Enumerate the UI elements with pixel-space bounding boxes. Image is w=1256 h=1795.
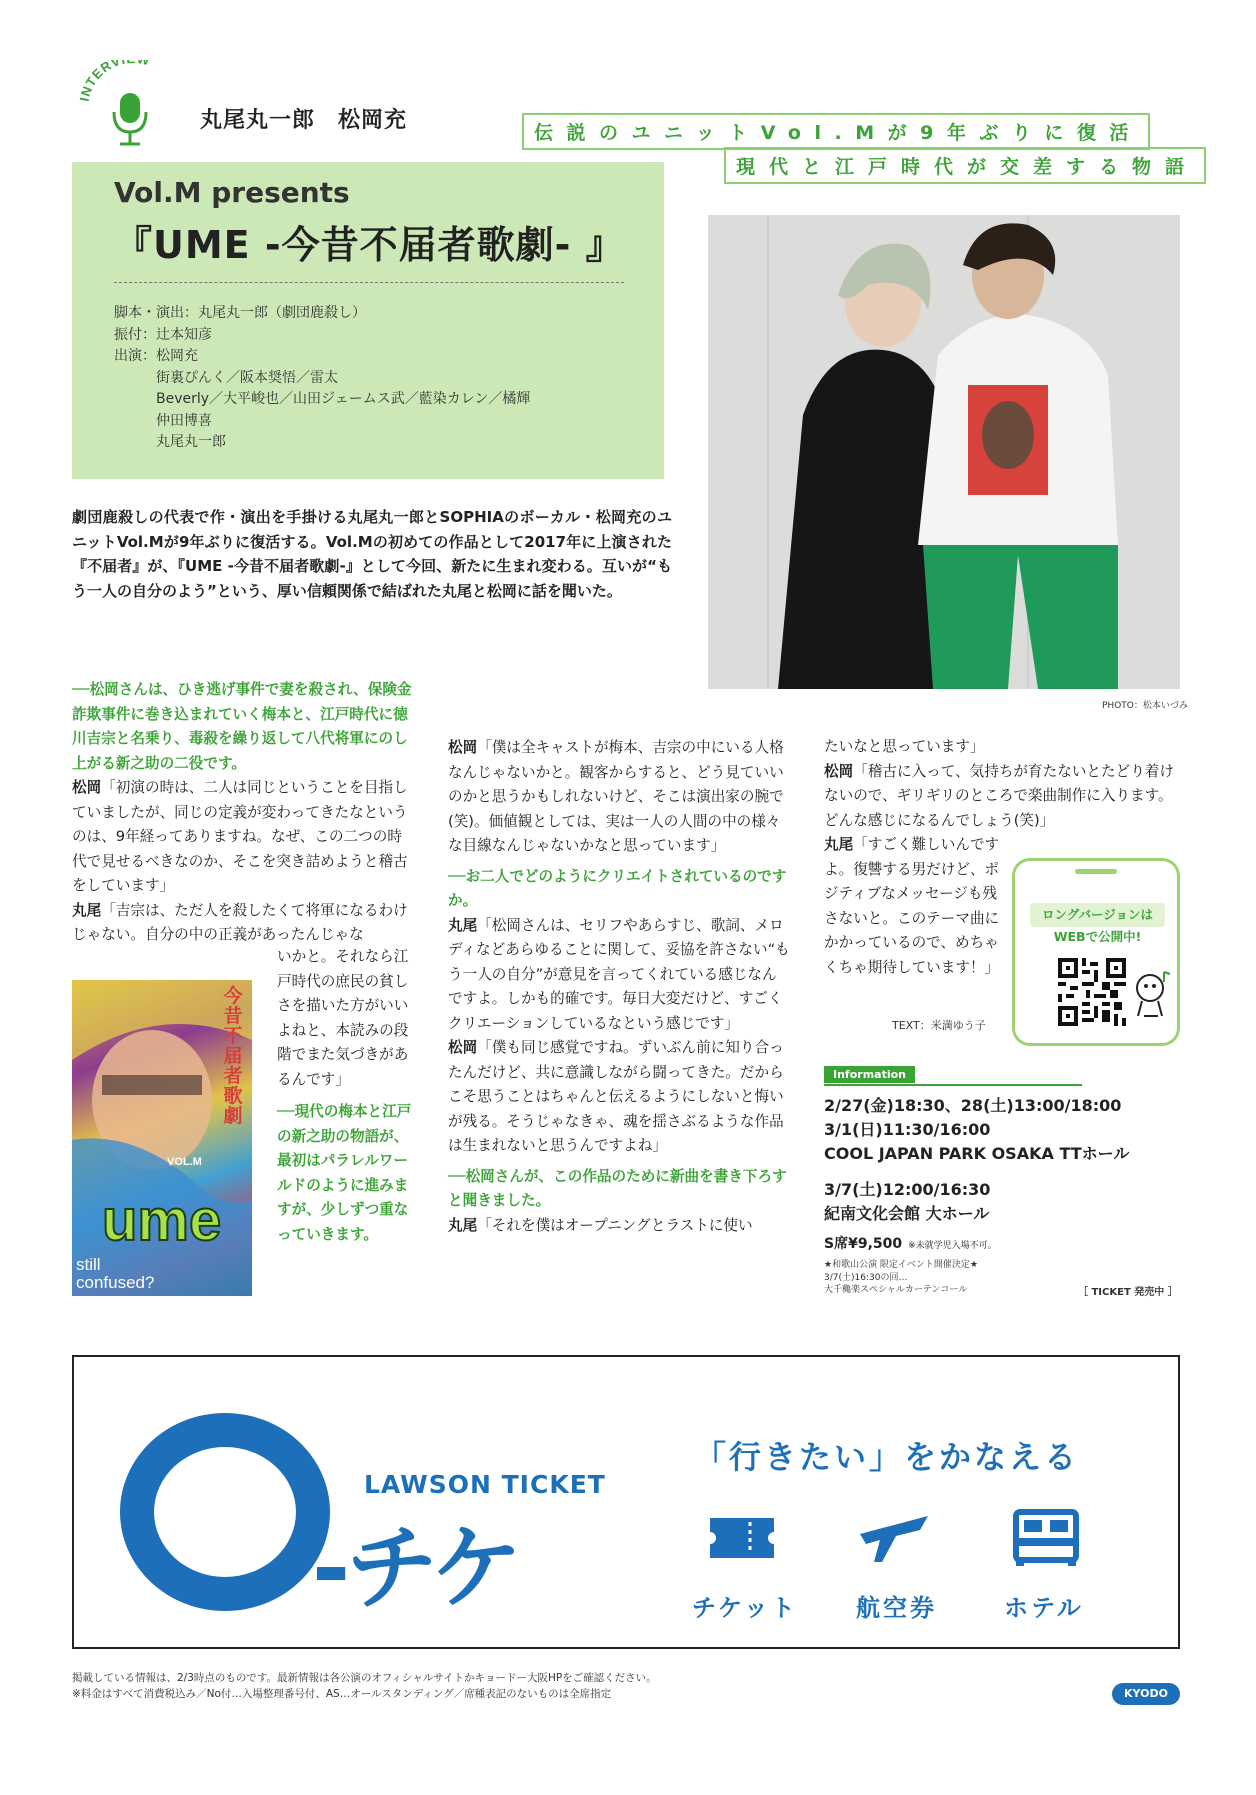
cover-vertical-title: 今昔不届者歌劇 xyxy=(223,985,243,1127)
speaker: 松岡 xyxy=(448,739,478,756)
event-note-line: 大千穐楽スペシャルカーテンコール xyxy=(824,1285,968,1295)
ticket-price xyxy=(824,1233,997,1253)
ad-item-ticket: チケット xyxy=(692,1594,798,1622)
footnote xyxy=(72,1670,657,1702)
event-note-line: ★和歌山公演 限定イベント開催決定★ xyxy=(824,1260,978,1270)
cover-volm: VOL.M xyxy=(167,1156,202,1168)
footnote-line-2: ※料金はすべて消費税込み／No付…入場整理番号付、AS…オールスタンディング／席種表記のないものは全席指定 xyxy=(72,1688,612,1700)
event-note-line: 3/7(土)16:30の回… xyxy=(824,1272,908,1283)
speaker: 松岡 xyxy=(448,1039,478,1056)
footnote-line-1: 掲載している情報は、2/3時点のものです。最新情報は各公演のオフィシャルサイトかキョードー大阪HPをご確認ください。 xyxy=(72,1672,657,1684)
cover-tagline-2: confused? xyxy=(76,1273,155,1292)
web-notice-line-2: WEBで公開中! xyxy=(1053,929,1142,944)
answer: 「松岡さんは、セリフやあらすじ、歌詞、メロディなどあらゆることに関して、妥協を許さない“もう一人の自分”が意見を言ってくれている感じなんですよ。しかも的確です。毎日大変だけど、すごくクリエーションしているなという感じです」 xyxy=(448,916,790,1032)
information-label: Information xyxy=(824,1066,915,1083)
answer: 「僕は全キャストが梅本、吉宗の中にいる人格なんじゃないかと。観客からすると、どう見ていいのかと思うかもしれないけど、そこは演出家の腕で(笑)。価値観としては、実は一人の人間の中の様々な目線なんじゃないかなと思っています」 xyxy=(448,739,784,854)
speaker: 丸尾 xyxy=(72,901,102,919)
photo-credit: PHOTO：松本いづみ xyxy=(1102,701,1188,711)
cast-line: Beverly／大平峻也／山田ジェームス武／藍染カレン／橘輝 xyxy=(156,391,531,407)
credit-line: 出演：松岡充 xyxy=(114,348,198,364)
l-ring-logo xyxy=(120,1413,330,1611)
interview-badge xyxy=(78,60,188,150)
answer: たいなと思っています」 xyxy=(824,738,985,755)
question: ──現代の梅本と江戸の新之助の物語が、最初はパラレルワールドのように進みますが、少しずつ重なっていきます。 xyxy=(277,1103,412,1243)
mascot-icon xyxy=(1132,970,1172,1024)
price-value: S席¥9,500 xyxy=(824,1236,903,1252)
album-cover xyxy=(72,980,252,1296)
credits-list xyxy=(114,303,530,454)
ad-tagline: 「行きたい」をかなえる xyxy=(694,1438,1080,1476)
catchphrase-line-1: 伝説のユニットVol.Mが9年ぶりに復活 xyxy=(522,113,1150,150)
ticket-status: ［ TICKET 発売中 ］ xyxy=(1078,1287,1178,1298)
performance-dates-1: 2/27(金)18:30、28(土)13:00/18:00 xyxy=(824,1096,1122,1115)
interview-photo xyxy=(708,215,1180,689)
information-rule xyxy=(824,1084,1082,1086)
cast-line: 丸尾丸一郎 xyxy=(156,434,226,450)
web-version-notice xyxy=(1030,903,1165,947)
divider xyxy=(114,282,624,283)
question: ──お二人でどのようにクリエイトされているのですか。 xyxy=(448,867,787,909)
lead-paragraph: 劇団鹿殺しの代表で作・演出を手掛ける丸尾丸一郎とSOPHIAのボーカル・松岡充のユニットVol.Mが9年ぶりに復活する。Vol.Mの初めての作品として2017年に上演された『不届者』が、『UME -今昔不届者歌劇-』として今回、新たに生まれ変わる。互いが“もう一人の自分のよう”という、厚い信頼関係で結ばれた丸尾と松岡に話を聞いた。 xyxy=(72,508,672,600)
answer: 「それを僕はオープニングとラストに使い xyxy=(477,1216,753,1234)
ad-brand: LAWSON TICKET xyxy=(364,1470,606,1499)
answer: 「すごく難しいんですよ。復讐する男だけど、ポジティブなメッセージも残さないと。このテーマ曲にかかっているので、めちゃくちゃ期待しています！」 xyxy=(824,836,1000,976)
svg-text:INTERVIEW xyxy=(78,60,152,103)
speaker: 松岡 xyxy=(824,762,854,780)
cover-logo: ume xyxy=(102,1188,222,1253)
cover-tagline-1: still xyxy=(76,1255,101,1274)
catchphrase-line-2: 現代と江戸時代が交差する物語 xyxy=(724,147,1206,184)
badge-text: INTERV xyxy=(78,60,123,103)
interviewee-names: 丸尾丸一郎 松岡充 xyxy=(200,108,408,133)
ad-logo-text: -チケ xyxy=(312,1515,519,1622)
performance-dates-2: 3/1(日)11:30/16:00 xyxy=(824,1120,991,1139)
cast-line: 仲田博喜 xyxy=(156,412,212,429)
answer: いかと。それなら江戸時代の庶民の貧しさを描いた方がいいよねと、本読みの段階でまた気づきがあるんです」 xyxy=(277,948,409,1088)
ticket-icon xyxy=(706,1508,778,1568)
event-note xyxy=(824,1259,978,1297)
answer: 「僕も同じ感覚ですね。ずいぶん前に知り合ったんだけど、共に意識しながら闘ってきた。だからこそ思うことはちゃんと伝えるようにしないと悔いが残る。そうじゃなきゃ、魂を揺さぶるような作品は生まれないと思うんですよね」 xyxy=(448,1039,784,1154)
speaker: 丸尾 xyxy=(824,836,854,853)
presents-label: Vol.M presents xyxy=(114,176,350,209)
venue-2: 紀南文化会館 大ホール xyxy=(824,1204,990,1223)
ad-item-flight: 航空券 xyxy=(856,1594,937,1622)
airplane-icon xyxy=(858,1508,930,1568)
credit-line: 脚本・演出：丸尾丸一郎（劇団鹿殺し） xyxy=(114,305,366,321)
qr-code[interactable] xyxy=(1058,958,1126,1026)
kyodo-logo[interactable]: KYODO xyxy=(1112,1683,1180,1705)
speaker: 松岡 xyxy=(72,779,102,796)
speaker: 丸尾 xyxy=(448,1216,478,1234)
web-notice-line-1: ロングバージョンは xyxy=(1030,903,1165,927)
article-column-1 xyxy=(72,678,414,948)
speaker: 丸尾 xyxy=(448,916,478,934)
cast-line: 街裏ぴんく／阪本奨悟／雷太 xyxy=(156,369,338,386)
credit-line: 振付：辻本知彦 xyxy=(114,326,212,343)
answer: 「吉宗は、ただ人を殺したくて将軍になるわけじゃない。自分の中の正義があったんじゃな xyxy=(72,901,408,943)
phone-speaker-slot xyxy=(1075,869,1117,874)
article-column-1-continued xyxy=(277,945,413,1247)
hotel-bed-icon xyxy=(1010,1508,1082,1568)
question: ──松岡さんは、ひき逃げ事件で妻を殺され、保険金詐欺事件に巻き込まれていく梅本と、江戸時代に徳川吉宗と名乗り、毒殺を繰り返して八代将軍にのし上がる新之助の二役です。 xyxy=(72,681,412,772)
answer: 「稽古に入って、気持ちが育たないとたどり着けないので、ギリギリのところで楽曲制作に入ります。どんな感じになるんでしょう(笑)」 xyxy=(824,762,1174,829)
text-credit: TEXT：米満ゆう子 xyxy=(892,1019,986,1032)
ad-item-hotel: ホテル xyxy=(1004,1594,1084,1622)
performance-dates-3: 3/7(土)12:00/16:30 xyxy=(824,1180,991,1199)
answer: 「初演の時は、二人は同じということを目指していましたが、同じの定義が変わってきたなというのは、9年経ってありますね。なぜ、この二つの時代で見せるべきなのか、そこを突き詰めようと稽古をしています」 xyxy=(72,779,408,894)
article-column-2 xyxy=(448,736,790,1238)
price-note: ※未就学児入場不可。 xyxy=(908,1241,997,1251)
venue-1: COOL JAPAN PARK OSAKA TTホール xyxy=(824,1144,1130,1163)
question: ──松岡さんが、この作品のために新曲を書き下ろすと聞きました。 xyxy=(448,1167,787,1209)
play-title: 『UME -今昔不届者歌劇- 』 xyxy=(114,223,625,267)
